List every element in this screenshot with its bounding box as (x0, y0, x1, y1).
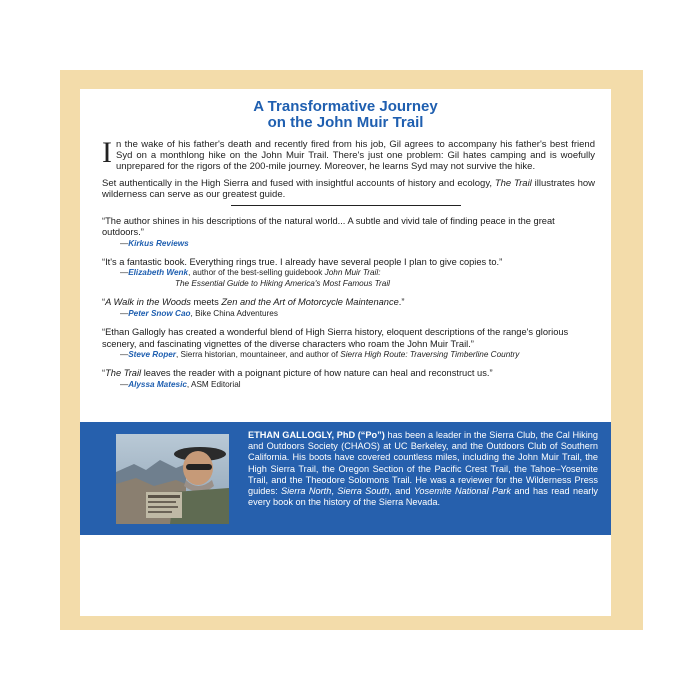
quote-attribution (102, 268, 597, 289)
quote-end: .” (398, 297, 405, 308)
quote-text: “The author shines in his descriptions of the natural world... A subtle and vivid tale of finding peace in the great outdoors.” (102, 216, 555, 238)
bio-text-b: and has read nearly every book on the history of the Sierra Nevada. (248, 486, 598, 508)
divider-rule (231, 205, 461, 206)
attr-dash: — (120, 238, 129, 248)
reviewer-book-title: John Muir Trail: (324, 268, 381, 278)
reviewer-name: Steve Roper (128, 349, 176, 359)
quote-text: “The Trail leaves the reader with a poignant picture of how nature can heal and reconstruct us.” (102, 368, 493, 379)
attr-dash: — (120, 349, 129, 359)
quote-text: “A Walk in the Woods meets Zen and the Art of Motorcycle Maintenance.” (102, 297, 405, 308)
book-title-inline: The Trail (494, 177, 532, 189)
attr-dash: — (120, 308, 129, 318)
guide-title-2: Sierra South (337, 486, 390, 497)
quote-title-1: The Trail (105, 368, 142, 379)
heading-line-1: A Transformative Journey (253, 98, 438, 115)
reviewer-book-subtitle: The Essential Guide to Hiking America's Most Famous Trail (175, 278, 390, 288)
attr-dash: — (120, 379, 129, 389)
quote-text: “It's a fantastic book. Everything rings true. I already have several people I plan to give copies to.” (102, 257, 503, 268)
reviewer-affiliation: , ASM Editorial (186, 379, 241, 389)
quote-title-2: Zen and the Art of Motorcycle Maintenance (221, 297, 399, 308)
quote-title-1: A Walk in the Woods (105, 297, 191, 308)
reviewer-name: Peter Snow Cao (128, 308, 191, 318)
quote-attribution (102, 239, 597, 250)
blurb-paragraph-2 (102, 178, 595, 200)
reviewer-name: Kirkus Reviews (128, 238, 189, 248)
quote-attribution (102, 309, 597, 320)
quote-text: “Ethan Gallogly has created a wonderful blend of High Sierra history, eloquent descriptions of the range's glorious scenery, and fascinating vignettes of the diverse characters who roam the John Muir Trail.” (102, 327, 569, 349)
blurb-text-2b: illustrates how wilderness can serve as our greatest guide. (102, 177, 595, 200)
quote-end: leaves the reader with a poignant picture of how nature can heal and reconstruct us.” (141, 368, 493, 379)
author-bio-band (80, 422, 611, 535)
author-bio-text (248, 430, 598, 508)
blurb-text-1: n the wake of his father's death and recently fired from his job, Gil agrees to accompany his father's best friend Syd on a monthlong hike on the John Muir Trail. There's just one problem: Gil hates camping and is woefully unprepared for the rigors of the 200-mile journey. Moreover, he learns Syd may not survive the hike. (116, 139, 595, 173)
reviewer-affiliation: , author of the best-selling guidebook (188, 268, 325, 278)
author-name: ETHAN GALLOGLY, PhD (“Po”) (248, 430, 385, 440)
reviewer-name: Elizabeth Wenk (128, 268, 189, 278)
quote-attribution (102, 380, 597, 391)
author-photo-image (116, 434, 229, 524)
reviewer-book-title: Sierra High Route: Traversing Timberline Country (340, 349, 520, 359)
attr-dash: — (120, 268, 129, 278)
bio-text-a: has been a leader in the Sierra Club, the Cal Hiking and Outdoors Society (CHAOS) at UC Berkeley, and the Outdoors Club of Southern California. His boots have covered countless miles, including the John Muir Trail, the High Sierra Trail, the Oregon Section of the Pacific Crest Trail, the Tahoe–Yosemite Trail, and the Theodore Solomons Trail. He was a reviewer for the Wilderness Press guides: (248, 430, 598, 497)
book-blurb (102, 136, 595, 200)
quote-item (102, 327, 597, 360)
blurb-paragraph-1 (102, 136, 595, 173)
blurb-text-2a: Set authentically in the High Sierra and fused with insightful accounts of history and ecology, (102, 177, 495, 189)
lower-blank-area (80, 535, 611, 616)
guide-title-1: Sierra North (281, 486, 332, 497)
back-cover (80, 89, 611, 616)
quote-attribution (102, 350, 597, 361)
quote-item (102, 216, 597, 249)
quote-item (102, 368, 597, 390)
reviewer-affiliation: , Sierra historian, mountaineer, and author of (175, 349, 341, 359)
bio-sep-1: , (331, 486, 338, 497)
author-photo (116, 434, 229, 524)
drop-cap: I (102, 136, 112, 169)
cover-heading (80, 99, 611, 131)
quote-item (102, 257, 597, 289)
reviewer-affiliation: , Bike China Adventures (190, 308, 278, 318)
quote-item (102, 297, 597, 319)
bio-sep-2: , and (389, 486, 414, 497)
guide-title-3: Yosemite National Park (413, 486, 511, 497)
reviewer-name: Alyssa Matesic (128, 379, 187, 389)
review-quotes (102, 216, 597, 390)
quote-mid: meets (190, 297, 222, 308)
heading-line-2: on the John Muir Trail (267, 114, 424, 131)
